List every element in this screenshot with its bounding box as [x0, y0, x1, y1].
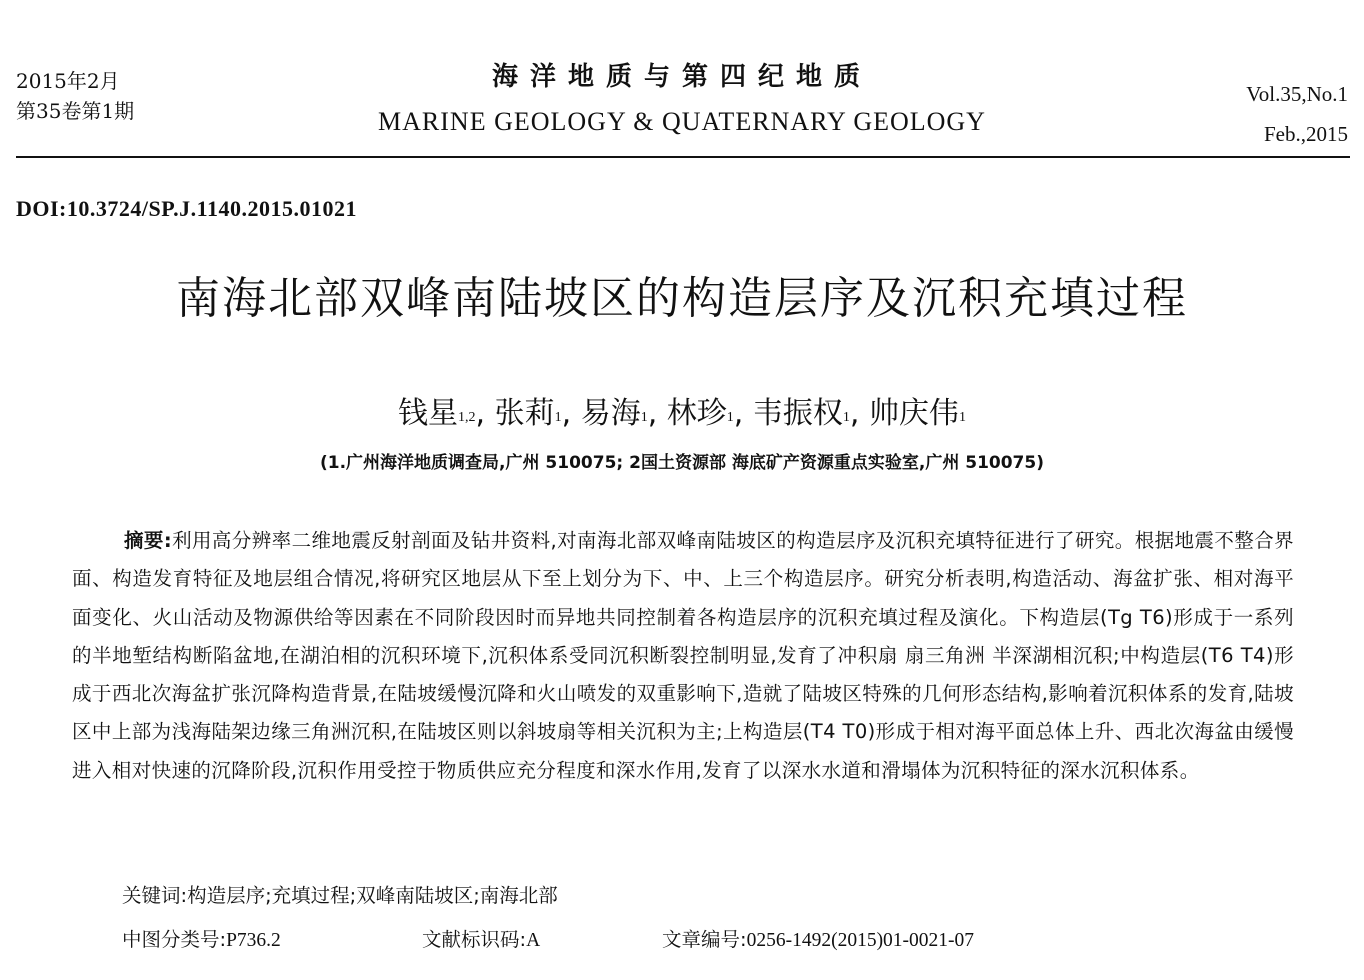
article-number: 文章编号:0256-1492(2015)01-0021-07 [662, 928, 975, 951]
issue-volume: 第35卷第1期 [16, 99, 135, 123]
keywords-label: 关键词: [122, 884, 188, 907]
abstract [72, 522, 1294, 790]
journal-volume-en [1246, 74, 1348, 154]
journal-title-en: MARINE GEOLOGY & QUATERNARY GEOLOGY [378, 107, 986, 136]
abstract-text: 利用高分辨率二维地震反射剖面及钻井资料,对南海北部双峰南陆坡区的构造层序及沉积充填特征进行了研究。根据地震不整合界面、构造发育特征及地层组合情况,将研究区地层从下至上划分为下、中、上三个构造层序。研究分析表明,构造活动、海盆扩张、相对海平面变化、火山活动及物源供给等因素在不同阶段因时而异地共同控制着各构造层序的沉积充填过程及演化。下构造层(Tg T6)形成于一系列的半地堑结构断陷盆地,在湖泊相的沉积环境下,沉积体系受同沉积断裂控制明显,发育了冲积扇 扇三角洲 半深湖相沉积;中构造层(T6 T4)形成于西北次海盆扩张沉降构造背景,在陆坡缓慢沉降和火山喷发的双重影响下,造就了陆坡区特殊的几何形态结构,影响着沉积体系的发育,陆坡区中上部为浅海陆架边缘三角洲沉积,在陆坡区则以斜坡扇等相关沉积为主;上构造层(T4 T0)形成于相对海平面总体上升、西北次海盆由缓慢进入相对快速的沉降阶段,沉积作用受控于物质供应充分程度和深水作用,发育了以深水水道和滑塌体为沉积特征的深水沉积体系。 [72, 529, 1295, 782]
clc-code: 中图分类号:P736.2 [122, 928, 281, 951]
keywords-text: 构造层序;充填过程;双峰南陆坡区;南海北部 [187, 884, 558, 907]
paper-title: 南海北部双峰南陆坡区的构造层序及沉积充填过程 [176, 273, 1188, 324]
author: 张莉$^1$ [494, 396, 562, 431]
document-code: 文献标识码:A [422, 928, 541, 951]
author: 钱星$^{1,2}$ [398, 396, 476, 431]
date-en: Feb.,2015 [1264, 122, 1348, 146]
author: 韦振权$^1$ [752, 396, 850, 431]
author: 帅庆伟$^1$ [868, 396, 966, 431]
doi[interactable]: DOI:10.3724/SP.J.1140.2015.01021 [16, 196, 357, 221]
volume-number: Vol.35,No.1 [1246, 82, 1348, 106]
affiliation: (1.广州海洋地质调查局,广州 510075; 2国土资源部 海底矿产资源重点实验室,广州 510075) [320, 453, 1044, 473]
journal-title-cn: 海洋地质与第四纪地质 [491, 62, 872, 92]
author-list: 钱星$^{1,2}$, 张莉$^1$, 易海$^1$, 林珍$^1$, 韦振权$^1$, 帅庆伟$^1$ [398, 396, 966, 431]
abstract-label: 摘要: [124, 529, 173, 552]
journal-masthead [0, 56, 1364, 137]
author: 易海$^1$ [580, 396, 648, 431]
keywords [122, 880, 558, 908]
issue-date: 2015年2月 [16, 69, 120, 93]
author: 林珍$^1$ [666, 396, 734, 431]
header-rule [16, 156, 1350, 158]
